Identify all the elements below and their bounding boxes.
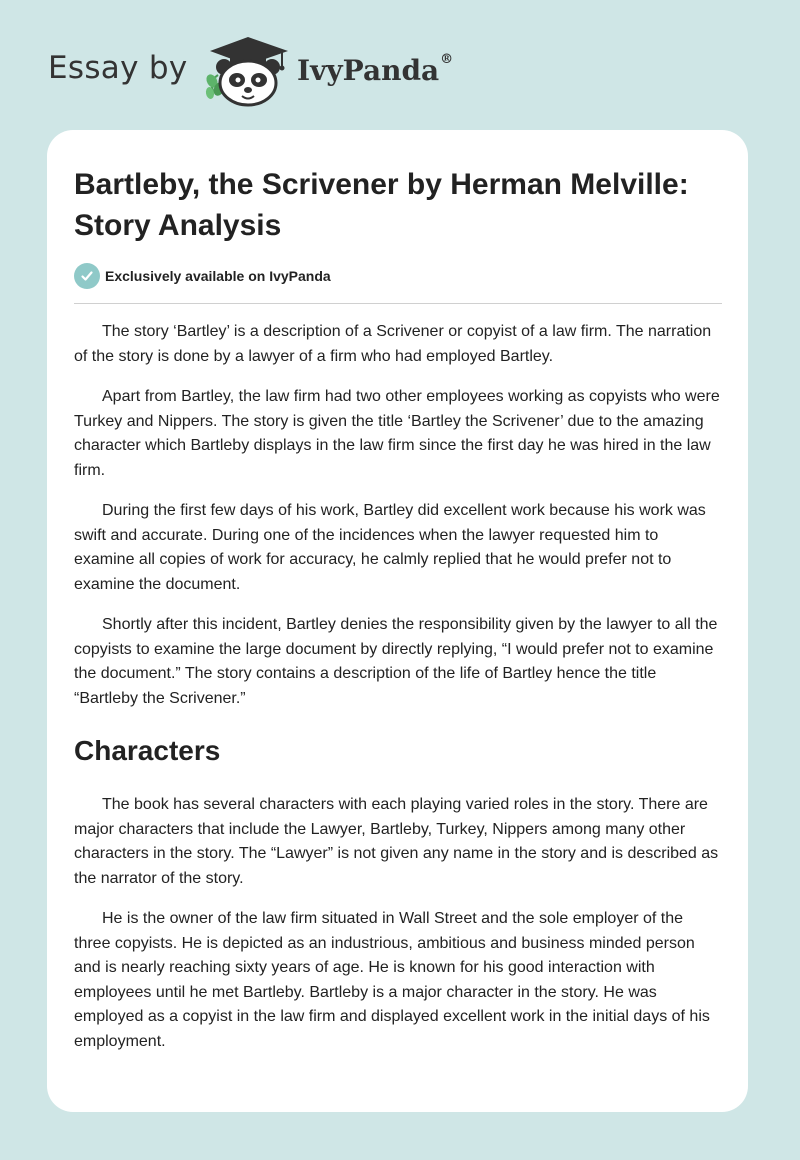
paragraph: Shortly after this incident, Bartley denies the responsibility given by the lawyer to all the copyists to examine the large document by directly replying, “I would prefer not to examine the document.” The story contains a description of the life of Bartley hence the title “Bartleby the Scrivener.” xyxy=(74,616,718,707)
panda-graduate-icon[interactable] xyxy=(200,35,292,107)
article-card xyxy=(47,130,748,1112)
article-title: Bartleby, the Scrivener by Herman Melville: Story Analysis xyxy=(74,168,689,242)
paragraph: Apart from Bartley, the law firm had two other employees working as copyists who were Turkey and Nippers. The story is given the title ‘Bartley the Scrivener’ due to the amazing character which Bartleby displays in the law firm since the first day he was hired in the law firm. xyxy=(74,388,720,479)
paragraph: The book has several characters with each playing varied roles in the story. There are major characters that include the Lawyer, Bartleby, Turkey, Nippers among many other characters in the story. The “Lawyer” is not given any name in the story and is described as the narrator of the story. xyxy=(74,796,719,887)
registered-mark: ® xyxy=(440,52,454,67)
exclusive-notice xyxy=(74,263,331,289)
brand-logo[interactable] xyxy=(297,54,453,87)
brand-name: IvyPanda xyxy=(297,54,440,87)
paragraph: During the first few days of his work, Bartley did excellent work because his work was swift and accurate. During one of the incidences when the lawyer requested him to examine all copies of work for accuracy, he calmly replied that he would prefer not to examine the document. xyxy=(74,502,706,593)
check-circle-icon xyxy=(74,263,100,289)
exclusive-label: Exclusively available on IvyPanda xyxy=(105,268,331,284)
essay-by-label: Essay by xyxy=(48,50,188,86)
section-heading: Characters xyxy=(74,735,221,766)
article-body xyxy=(74,320,722,1070)
site-header xyxy=(0,0,800,130)
divider xyxy=(74,303,722,304)
paragraph: The story ‘Bartley’ is a description of a Scrivener or copyist of a law firm. The narration of the story is done by a lawyer of a firm who had employed Bartley. xyxy=(74,323,712,365)
paragraph: He is the owner of the law firm situated in Wall Street and the sole employer of the three copyists. He is depicted as an industrious, ambitious and business minded person and is nearly reaching sixty years of age. He is known for his good interaction with employees until he met Bartleby. Bartleby is a major character in the story. He was employed as a copyist in the law firm and displayed excellent work in the initial days of his employment. xyxy=(74,910,710,1050)
